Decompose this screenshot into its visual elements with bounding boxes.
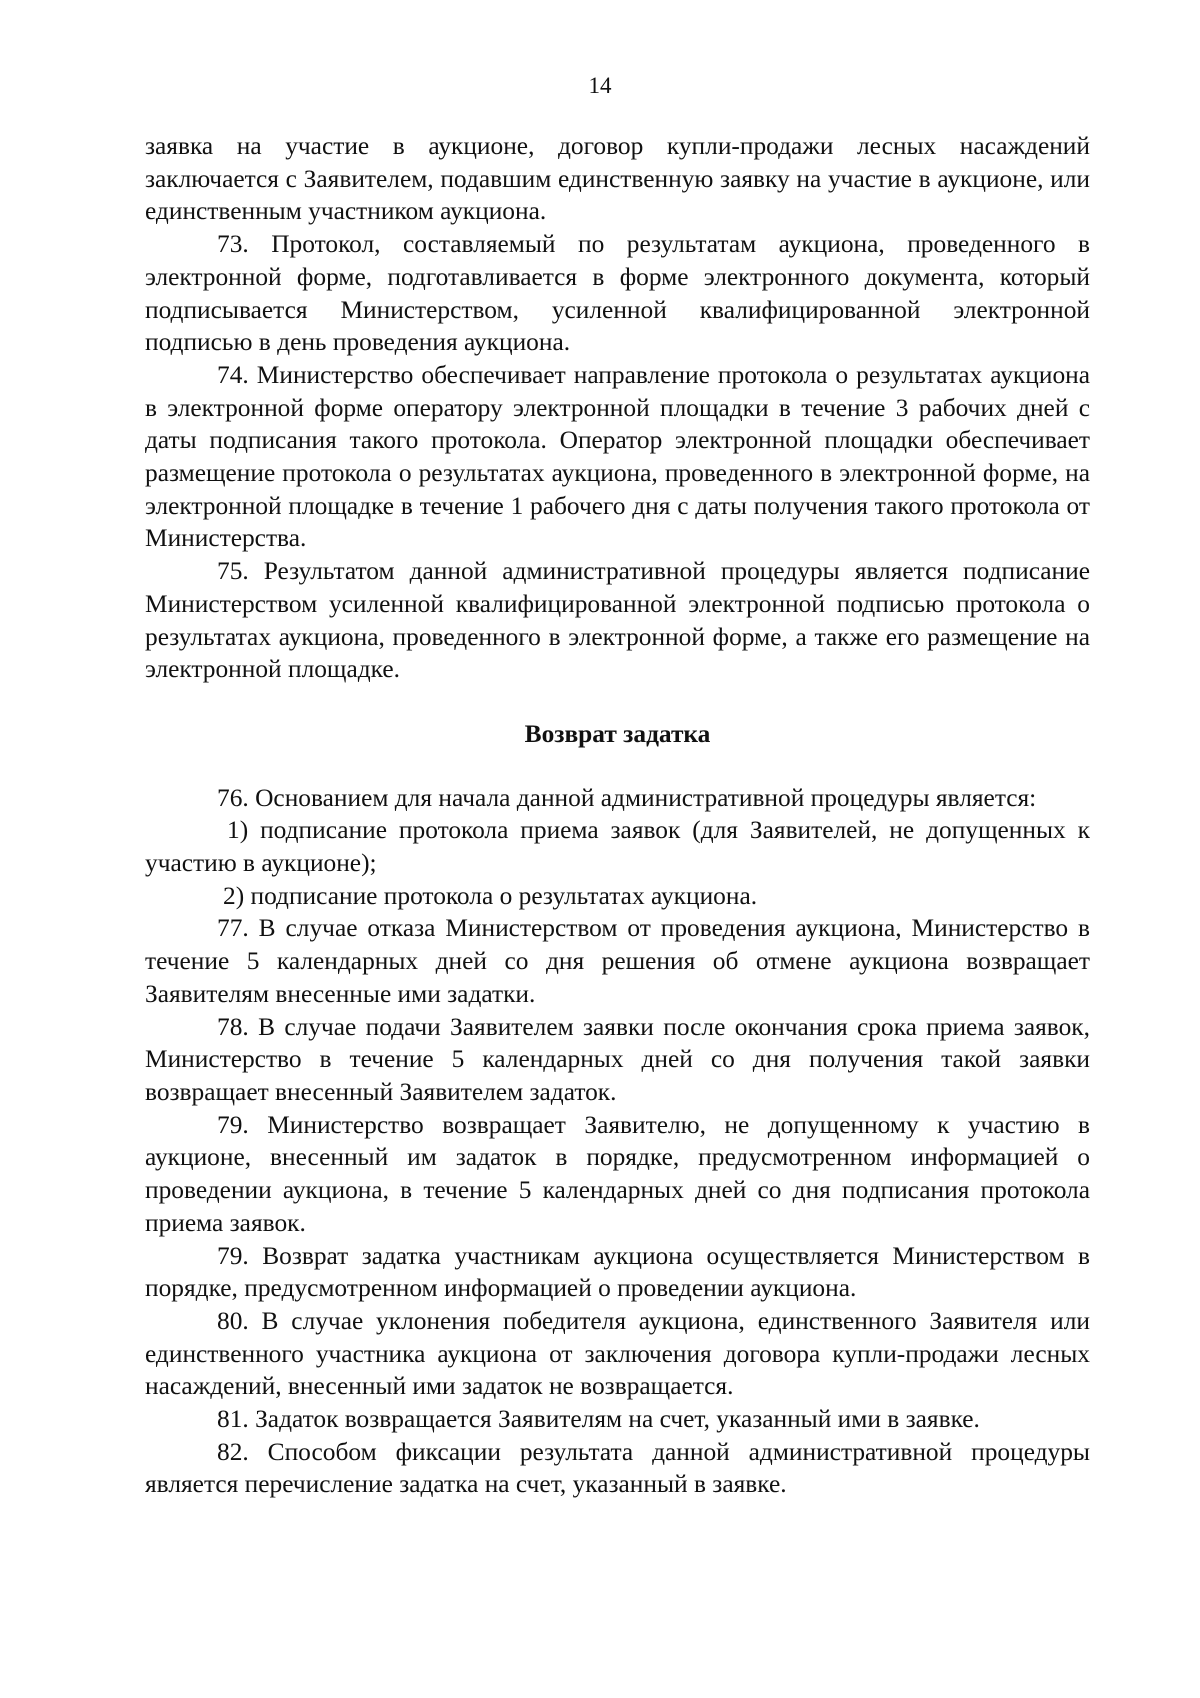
paragraph-77: 77. В случае отказа Министерством от проведения аукциона, Министерство в течение 5 календарных дней со дня решения об отмене аукциона возвращает Заявителям внесенные ими задатки. xyxy=(145,914,1090,1008)
section-heading: Возврат задатка xyxy=(524,719,711,748)
paragraph-80: 80. В случае уклонения победителя аукциона, единственного Заявителя или единственного участника аукциона от заключения договора купли-продажи лесных насаждений, внесенный ими задаток не возвращается. xyxy=(145,1306,1090,1401)
paragraph-79b: 79. Возврат задатка участникам аукциона осуществляется Министерством в порядке, предусмотренном информацией о проведении аукциона. xyxy=(145,1241,1090,1303)
paragraph-79a: 79. Министерство возвращает Заявителю, не допущенному к участию в аукционе, внесенный им задаток в порядке, предусмотренном информацией о проведении аукциона, в течение 5 календарных дней со дня подписания протокола приема заявок. xyxy=(145,1110,1090,1237)
page-body xyxy=(145,130,1090,1501)
paragraph-continuation: заявка на участие в аукционе, договор купли-продажи лесных насаждений заключается с Заявителем, подавшим единственную заявку на участие в аукционе, или единственным участником аукциона. xyxy=(145,132,1090,226)
spacer xyxy=(145,751,1090,782)
paragraph-82: 82. Способом фиксации результата данной административной процедуры является перечисление задатка на счет, указанный в заявке. xyxy=(145,1437,1090,1499)
page-number: 14 xyxy=(588,73,612,98)
list-item-2: 2) подписание протокола о результатах аукциона. xyxy=(223,881,758,910)
paragraph-73: 73. Протокол, составляемый по результатам аукциона, проведенного в электронной форме, подготавливается в форме электронного документа, который подписывается Министерством, усиленной квалифицированной электронной подписью в день проведения аукциона. xyxy=(145,230,1090,357)
paragraph-76: 76. Основанием для начала данной административной процедуры является: xyxy=(217,783,1037,812)
list-item-1: 1) подписание протокола приема заявок (для Заявителей, не допущенных к участию в аукционе); xyxy=(145,816,1090,878)
paragraph-78: 78. В случае подачи Заявителем заявки после окончания срока приема заявок, Министерство в течение 5 календарных дней со дня получения такой заявки возвращает внесенный Заявителем задаток. xyxy=(145,1012,1090,1106)
paragraph-81: 81. Задаток возвращается Заявителям на счет, указанный ими в заявке. xyxy=(217,1405,980,1434)
paragraph-75: 75. Результатом данной административной процедуры является подписание Министерством усиленной квалифицированной электронной подписью протокола о результатах аукциона, проведенного в электронной форме, а также его размещение на электронной площадке. xyxy=(145,557,1090,684)
spacer xyxy=(145,686,1090,718)
paragraph-74: 74. Министерство обеспечивает направление протокола о результатах аукциона в электронной форме оператору электронной площадки в течение 3 рабочих дней с даты подписания такого протокола. Оператор электронной площадки обеспечивает размещение протокола о результатах аукциона, проведенного в электронной форме, на электронной площадке в течение 1 рабочего дня с даты получения такого протокола от Министерства. xyxy=(145,360,1090,553)
